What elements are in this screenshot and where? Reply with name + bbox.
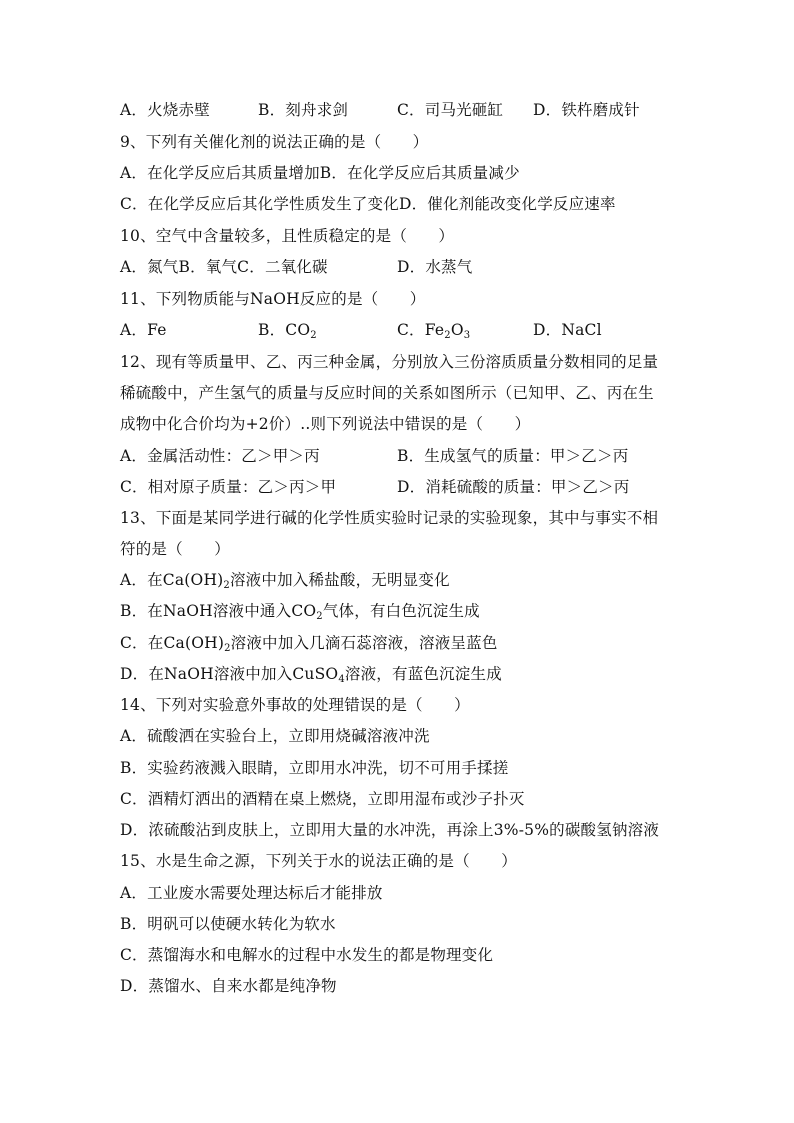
q13-option-c-post: 溶液中加入几滴石蕊溶液，溶液呈蓝色: [230, 634, 498, 652]
q15-option-c: C．蒸馏海水和电解水的过程中水发生的都是物理变化: [120, 946, 494, 964]
q13-option-c: [120, 633, 498, 653]
q15-stem: 15、水是生命之源，下列关于水的说法正确的是（ ）: [120, 852, 517, 870]
q11-option-c-mid: O: [450, 321, 464, 339]
q13-option-c-pre: C．在Ca(OH): [120, 634, 225, 652]
q15-option-a: A．工业废水需要处理达标后才能排放: [120, 884, 383, 902]
q9-options-ab: A．在化学反应后其质量增加B．在化学反应后其质量减少: [120, 164, 520, 182]
q13-option-b-pre: B．在NaOH溶液中通入CO: [120, 602, 317, 620]
q11-option-b: [258, 320, 317, 340]
q14-option-d: D．浓硫酸沾到皮肤上，立即用大量的水冲洗，再涂上3%-5%的碳酸氢钠溶液: [120, 821, 660, 839]
q9-stem: 9、下列有关催化剂的说法正确的是（ ）: [120, 133, 429, 151]
q8-option-b: B．刻舟求剑: [258, 101, 349, 119]
q15-option-d: D．蒸馏水、自来水都是纯净物: [120, 977, 337, 995]
q13-stem-line-2: 符的是（ ）: [120, 540, 230, 558]
q15-option-b: B．明矾可以使硬水转化为软水: [120, 915, 336, 933]
q11-option-b-text: B．CO: [258, 321, 311, 339]
q13-option-b-post: 气体，有白色沉淀生成: [322, 602, 480, 620]
q10-stem: 10、空气中含量较多，且性质稳定的是（ ）: [120, 227, 455, 245]
q13-option-d: [120, 664, 502, 684]
q10-option-d: D．水蒸气: [397, 258, 473, 276]
q11-option-b-sub: 2: [310, 330, 317, 341]
q12-stem-line-1: 12、现有等质量甲、乙、丙三种金属，分别放入三份溶质质量分数相同的足量: [120, 353, 659, 371]
q11-option-c-sub2: 3: [463, 330, 471, 341]
q13-option-a-sub: 2: [223, 580, 230, 591]
q13-option-a-post: 溶液中加入稀盐酸，无明显变化: [229, 571, 450, 589]
q12-stem-line-3: 成物中化合价均为+2价）..则下列说法中错误的是（ ）: [120, 415, 531, 433]
q14-option-a: A．硫酸洒在实验台上，立即用烧碱溶液冲洗: [120, 727, 430, 745]
q12-stem-line-2: 稀硫酸中，产生氢气的质量与反应时间的关系如图所示（已知甲、乙、丙在生: [120, 384, 654, 402]
q12-option-a: A．金属活动性：乙＞甲＞丙: [120, 447, 320, 465]
q12-option-c: C．相对原子质量：乙＞丙＞甲: [120, 478, 337, 496]
q13-option-d-post: 溶液，有蓝色沉淀生成: [344, 665, 502, 683]
q14-stem: 14、下列对实验意外事故的处理错误的是（ ）: [120, 696, 470, 714]
q11-option-c-sub1: 2: [444, 330, 451, 341]
q12-option-b: B．生成氢气的质量：甲＞乙＞丙: [397, 447, 629, 465]
q13-option-d-sub: 4: [338, 674, 345, 685]
q8-option-c: C．司马光砸缸: [397, 101, 504, 119]
q8-option-d: D．铁杵磨成针: [533, 101, 640, 119]
q13-option-b: [120, 601, 480, 621]
q11-stem: 11、下列物质能与NaOH反应的是（ ）: [120, 290, 426, 308]
q13-option-d-pre: D．在NaOH溶液中加入CuSO: [120, 665, 339, 683]
q11-option-a: A．Fe: [120, 321, 167, 339]
q11-option-c-text: C．Fe: [397, 321, 445, 339]
q13-option-b-sub: 2: [316, 611, 323, 622]
q14-option-b: B．实验药液溅入眼睛，立即用水冲洗，切不可用手揉搓: [120, 759, 509, 777]
q13-option-c-sub: 2: [224, 643, 231, 654]
q11-option-d: D．NaCl: [533, 321, 602, 339]
q13-stem-line-1: 13、下面是某同学进行碱的化学性质实验时记录的实验现象，其中与事实不相: [120, 509, 659, 527]
q10-options-abc: A．氮气B．氧气C．二氧化碳: [120, 258, 328, 276]
q11-option-c: [397, 320, 470, 340]
q12-option-d: D．消耗硫酸的质量：甲＞乙＞丙: [397, 478, 630, 496]
q13-option-a: [120, 570, 450, 590]
q13-option-a-pre: A．在Ca(OH): [120, 571, 224, 589]
q8-option-a: A．火烧赤壁: [120, 101, 210, 119]
q14-option-c: C．酒精灯洒出的酒精在桌上燃烧，立即用湿布或沙子扑灭: [120, 790, 525, 808]
q9-options-cd: C．在化学反应后其化学性质发生了变化D．催化剂能改变化学反应速率: [120, 195, 616, 213]
